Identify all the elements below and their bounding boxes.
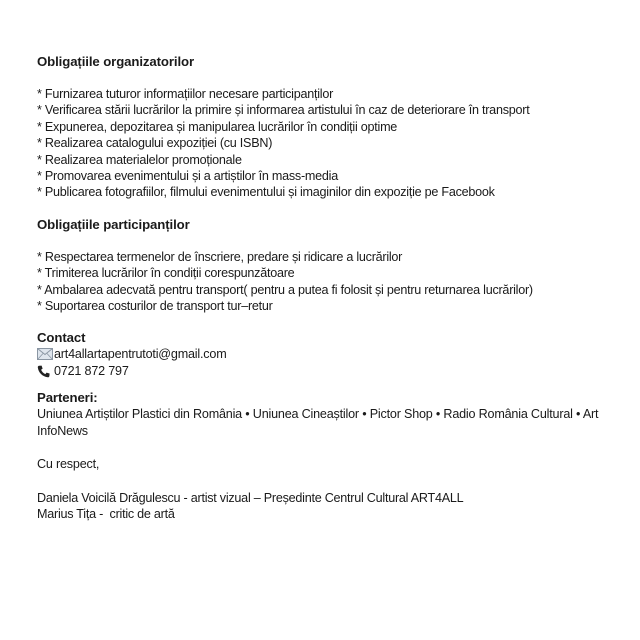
closing-text: Cu respect, [37, 457, 100, 472]
signature-line: Daniela Voicilă Drăgulescu - artist vizual – Președinte Centrul Cultural ART4ALL [37, 490, 464, 505]
document-page [37, 54, 627, 522]
organizers-list [37, 86, 627, 201]
list-item: * Trimiterea lucrărilor în condiții corespunzătoare [37, 266, 295, 281]
list-item: * Ambalarea adecvată pentru transport( pentru a putea fi folosit și pentru returnarea lucrărilor) [37, 282, 533, 297]
phone-icon [37, 365, 53, 378]
contact-heading: Contact [37, 330, 86, 346]
organizers-heading: Obligațiile organizatorilor [37, 54, 195, 69]
list-item: * Publicarea fotografiilor, filmului evenimentului și imaginilor din expoziție pe Facebook [37, 185, 495, 200]
list-item: * Promovarea evenimentului și a artiștilor în mass-media [37, 169, 338, 184]
participants-heading: Obligațiile participanților [37, 216, 190, 232]
partners-heading: Parteneri: [37, 390, 98, 406]
list-item: * Suportarea costurilor de transport tur–retur [37, 299, 273, 314]
partners-text: Uniunea Artiștilor Plastici din România • Uniunea Cineaștilor • Pictor Shop • Radio România Cultural • Art InfoNews [37, 407, 599, 438]
list-item: * Realizarea materialelor promoționale [37, 152, 242, 167]
list-item: * Furnizarea tuturor informațiilor necesare participanților [37, 87, 334, 101]
signature-line: Marius Tița - critic de artă [37, 506, 175, 521]
contact-phone[interactable]: 0721 872 797 [54, 364, 129, 379]
list-item: * Verificarea stării lucrărilor la primire și informarea artistului în caz de deteriorare în transport [37, 103, 530, 118]
contact-email[interactable]: art4allartapentrutoti@gmail.com [54, 347, 227, 362]
contact-email-row [37, 346, 627, 363]
envelope-icon [37, 348, 53, 361]
list-item: * Respectarea termenelor de înscriere, predare și ridicare a lucrărilor [37, 249, 403, 264]
contact-phone-row [37, 363, 627, 380]
list-item: * Expunerea, depozitarea și manipularea lucrărilor în condiții optime [37, 119, 398, 134]
list-item: * Realizarea catalogului expoziției (cu ISBN) [37, 136, 273, 151]
participants-list [37, 249, 627, 315]
